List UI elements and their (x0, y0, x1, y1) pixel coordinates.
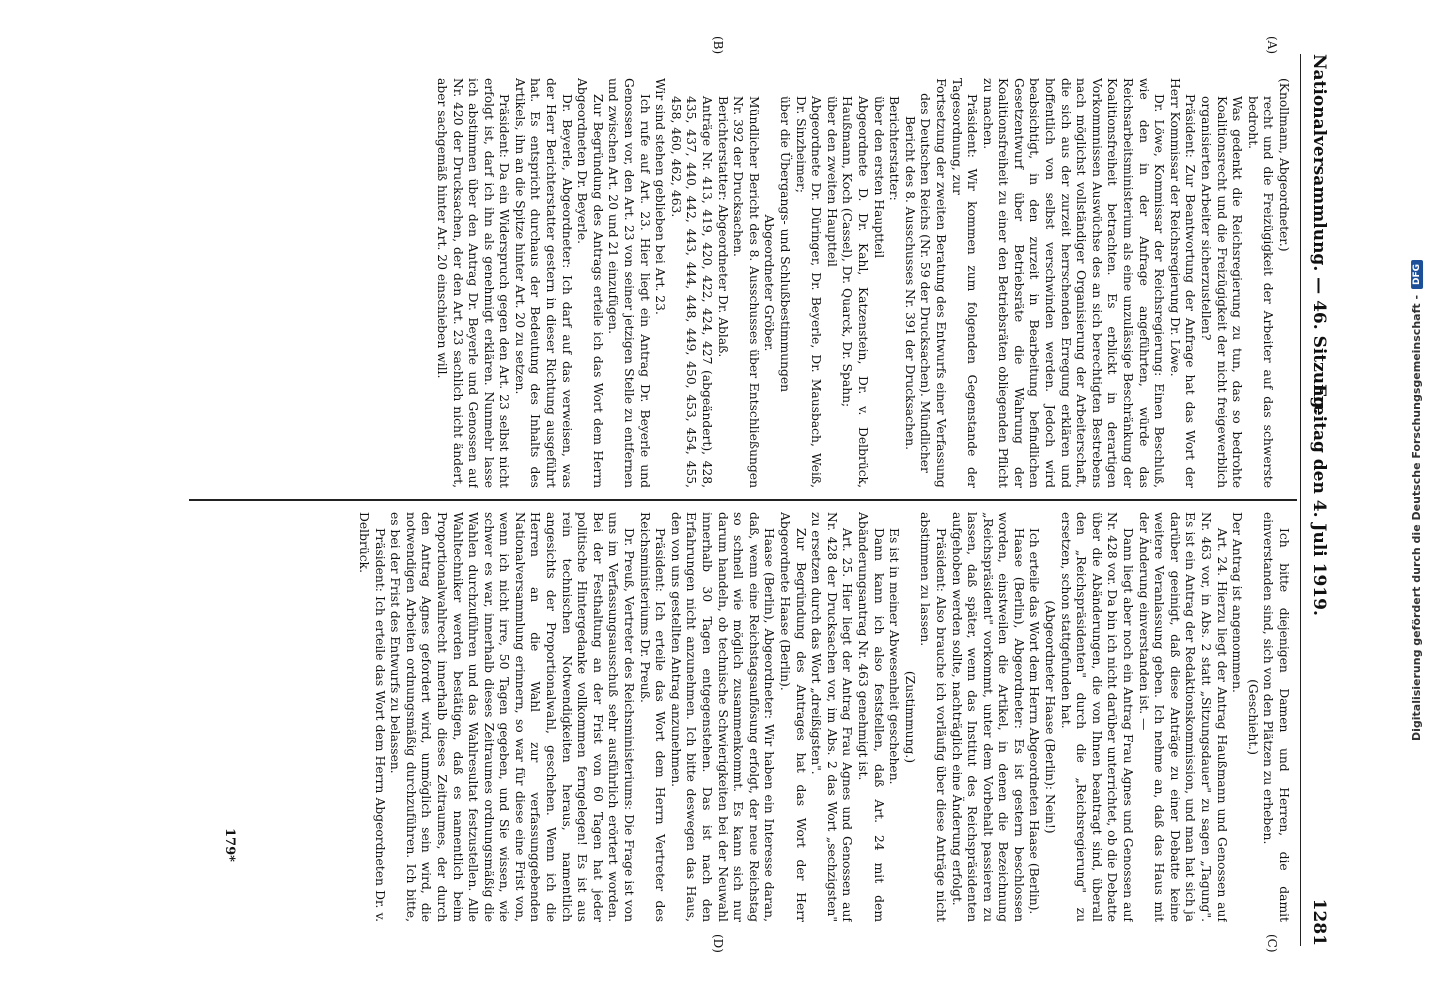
paragraph: über den ersten Hauptteil (871, 96, 886, 259)
paragraph: Dann liegt aber noch ein Antrag Frau Agnes und Genossen auf Nr. 428 vor. Da bin ich nicht darüber unterrichtet, ob die Debatte über die Abänderungen, die von Ihnen beantragt sind, überall den „Reichspräsidenten" durch die „Reichsregierung" zu ersetzen, schon stattgefunden hat. (1058, 512, 1136, 922)
document-page (69, 28, 1365, 972)
dfg-credit-text: Digitalisierung gefördert durch die Deutsche Forschungsgemeinschaft - (1410, 294, 1424, 741)
paragraph: Abgeordneter Gröber. (762, 214, 777, 352)
paragraph: Berichterstatter: (887, 96, 902, 201)
paragraph: Zur Begründung des Antrags erteile ich das Wort dem Herrn Abgeordneten Dr. Beyerle. (575, 78, 605, 488)
paragraph: Berichterstatter: Abgeordneter Dr. Ablaß. (715, 96, 730, 358)
paragraph: Präsident: Also brauche ich vorläufig über diese Anträge nicht abstimmen zu lassen. (918, 512, 948, 922)
paragraph: Dr. Löwe, Kommissar der Reichsregierung: Einen Beschluß, wie den in der Anfrage angeführten, würde das Reichsarbeitsministerium als eine unzulässige Beschränkung der Koalitionsfreiheit betrachten. Es erblickt in derartigen Vorkommnissen Auswüchse des an sich berechtigten Bestrebens nach möglichst vollständiger Organisierung der Arbeiterschaft, die sich aus der zurzeit herrschenden Erregung erklären und hoffentlich von selbst verschwinden werden. Jedoch wird beabsichtigt, in den zurzeit in Bearbeitung befindlichen Gesetzentwurf über Betriebsräte die Wahrung der Koalitionsfreiheit zu einer den Betriebsräten obliegenden Pflicht zu machen. (980, 78, 1167, 488)
paragraph: über die Übergangs- und Schlußbestimmungen (778, 96, 792, 393)
paragraph: Anträge Nr. 413, 419, 420, 422, 424, 427 (abgeändert), 428, 435, 437, 440, 442, 443, 444, 448, 449, 450, 453, 454, 455, 458, 460, 462, 463. (668, 96, 715, 488)
paragraph: Wir sind stehen geblieben bei Art. 23. (653, 78, 668, 315)
interjection: (Zustimmung.) (902, 670, 917, 764)
left-column (171, 78, 1291, 488)
page-header (1300, 54, 1335, 946)
paragraph: Dr. Beyerle, Abgeordneter: Ich darf auf das verweisen, was der Herr Berichterstatter gestern in dieser Richtung ausgeführt hat. Es entspricht durchaus der Bedeutung des Inhalts des Artikels, ihn an die Spitze hinter Art. 20 zu setzen. (512, 78, 574, 488)
paragraph: Dr. Preuß, Vertreter des Reichsministeriums: Die Frage ist von uns im Verfassungsausschuß sehr ausführlich erörtert worden. Bei der Festhaltung an der Frist von 60 Tagen hat jeder politische Hintergedanke vollkommen ferngelegen! Es ist aus rein technischen Notwendigkeiten heraus, namentlich angesichts der Proportionalwahl, geschehen. Wenn ich die Herren an die Wahl zur verfassunggebenden Nationalversammlung erinnern, so war für diese eine Frist von, wenn ich nicht irre, 50 Tagen gegeben, und Sie wissen, wie schwer es war, innerhalb dieses Zeitraumes ordnungsmäßig die Wahlen durchzuführen und das Wahlresultat festzustellen. Alle Wahltechniker werden bestätigen, daß es namentlich beim Proportionalwahlrecht innerhalb dieses Zeitraumes, der durch den Antrag Agnes gefordert wird, unmöglich sein wird, die notwendigen Arbeiten ordnungsmäßig durchzuführen. Ich bitte, es bei der Frist des Entwurfs zu belassen. (388, 512, 637, 922)
paragraph: Art. 24. Hierzu liegt der Antrag Haußmann und Genossen auf Nr. 463 vor, in Abs. 2 statt „Sitzungsdauer" zu sagen „Tagung". Es ist ein Antrag der Redaktionskommission, und man hat sich ja darüber geeinigt, daß diese Anträge zu einer Debatte keine weitere Veranlassung geben. Ich nehme an, daß das Haus mit der Änderung einverstanden ist. — (1136, 512, 1229, 922)
paragraph: Zur Begründung des Antrages hat das Wort der Herr Abgeordnete Haase (Berlin). (778, 512, 808, 922)
paragraph: Ich bitte diejenigen Damen und Herren, die damit einverstanden sind, sich von den Plätzen zu erheben. (1261, 512, 1291, 922)
right-column (171, 512, 1291, 922)
sheet-number: 179* (222, 828, 237, 862)
paragraph: Präsident: Da ein Widerspruch gegen den Art. 23 selbst nicht erfolgt ist, darf ich ihn als genehmigt erklären. Nunmehr lasse ich abstimmen über den Antrag Dr. Beyerle und Genossen auf Nr. 420 der Drucksachen, der den Art. 23 sachlich nicht ändert, aber sachgemäß hinter Art. 20 einschieben will. (434, 78, 512, 488)
page-number: 1281 (1309, 898, 1329, 946)
paragraph: über den zweiten Hauptteil (824, 96, 839, 267)
speaker-context: (Knollmann, Abgeordneter.) (1277, 78, 1291, 252)
paragraph: recht und die Freizügigkeit der Arbeiter auf das schwerste bedroht. (1245, 96, 1276, 488)
paragraph: Dann kann ich also feststellen, daß Art. 24 mit dem Abänderungsantrag Nr. 463 genehmigt ist. (855, 512, 886, 922)
paragraph: Der Antrag ist angenommen. (1230, 512, 1245, 693)
margin-mark-a: (A) (1265, 36, 1279, 55)
margin-mark-d: (D) (711, 934, 725, 953)
paragraph: Präsident: Ich erteile das Wort dem Herrn Abgeordneten Dr. v. Delbrück. (356, 512, 387, 922)
dfg-logo: DFG (1411, 259, 1423, 288)
agenda-heading: Fortsetzung der zweiten Beratung des Entwurfs einer Verfassung des Deutschen Reichs (Nr. 59 der Drucksachen). Mündlicher Bericht des 8. Ausschusses Nr. 391 der Drucksachen. (902, 78, 948, 488)
paragraph: Abgeordnete Dr. Düringer, Dr. Beyerle, Dr. Mausbach, Weiß, Dr. Sinzheimer; (793, 96, 824, 488)
paragraph: Art. 25. Hier liegt der Antrag Frau Agnes und Genossen auf Nr. 428 der Drucksachen vor, im Abs. 2 das Wort „sechzigsten" zu ersetzen durch das Wort „dreißigsten". (809, 512, 855, 922)
paragraph: Präsident: Ich erteile das Wort dem Herrn Vertreter des Reichsministeriums Dr. Preuß. (637, 512, 668, 922)
paragraph: Was gedenkt die Reichsregierung zu tun, das so bedrohte Koalitionsrecht und die Freizügigkeit der nicht freigewerblich organisierten Arbeiter sicherzustellen? (1199, 96, 1245, 488)
paragraph: Es ist in meiner Abwesenheit geschehen. (887, 528, 902, 785)
margin-mark-c: (C) (1265, 934, 1279, 953)
margin-mark-b: (B) (711, 36, 725, 55)
paragraph: Ich erteile das Wort dem Herrn Abgeordneten Haase (Berlin). (1027, 528, 1042, 915)
paragraph: Haase (Berlin), Abgeordneter: Wir haben ein Interesse daran, daß, wenn eine Reichstagsauflösung erfolgt, der neue Reichstag so schnell wie möglich zusammenkommt. Es kann sich nur darum handeln, ob technische Schwierigkeiten bei der Neuwahl innerhalb 30 Tagen entgegenstehen. Das ist nach den Erfahrungen nicht anzunehmen. Ich bitte deswegen das Haus, den von uns gestellten Antrag anzunehmen. (668, 512, 777, 922)
column-divider (189, 499, 1297, 501)
header-date: Freitag den 4. Juli 1919. (1309, 384, 1329, 616)
header-left: Nationalversammlung. — 46. Sitzung. (1309, 54, 1329, 415)
paragraph: Ich rufe auf Art. 23. Hier liegt ein Antrag Dr. Beyerle und Genossen vor, den Art. 23 von seiner jetzigen Stelle zu entfernen und zwischen Art. 20 und 21 einzufügen. (606, 78, 652, 488)
paragraph: Abgeordnete D. Dr. Kahl, Katzenstein, Dr. v. Delbrück, Haußmann, Koch (Cassel), Dr. Quarck, Dr. Spahn; (840, 96, 870, 488)
paragraph: Haase (Berlin), Abgeordneter: Es ist gestern beschlossen worden, einstweilen die Artikel, in denen die Bezeichnung „Reichspräsident" vorkommt, unter dem Vorbehalt passieren zu lassen, daß später, wenn das Institut des Reichspräsidenten aufgehoben werden sollte, nachträglich eine Änderung erfolgt. (949, 512, 1026, 922)
paragraph: Präsident: Wir kommen zum folgenden Gegenstande der Tagesordnung, zur (949, 78, 980, 488)
interjection: (Abgeordneter Haase (Berlin): Nein!) (1043, 600, 1058, 834)
dfg-credit-strip (1400, 0, 1434, 1000)
paragraph: Präsident: Zur Beantwortung der Anfrage hat das Wort der Herr Kommissar der Reichsregierung Dr. Löwe. (1167, 78, 1198, 488)
stage-direction: (Geschieht.) (1245, 679, 1260, 755)
paragraph: Mündlicher Bericht des 8. Ausschusses über Entschließungen Nr. 392 der Drucksachen. (731, 96, 761, 488)
